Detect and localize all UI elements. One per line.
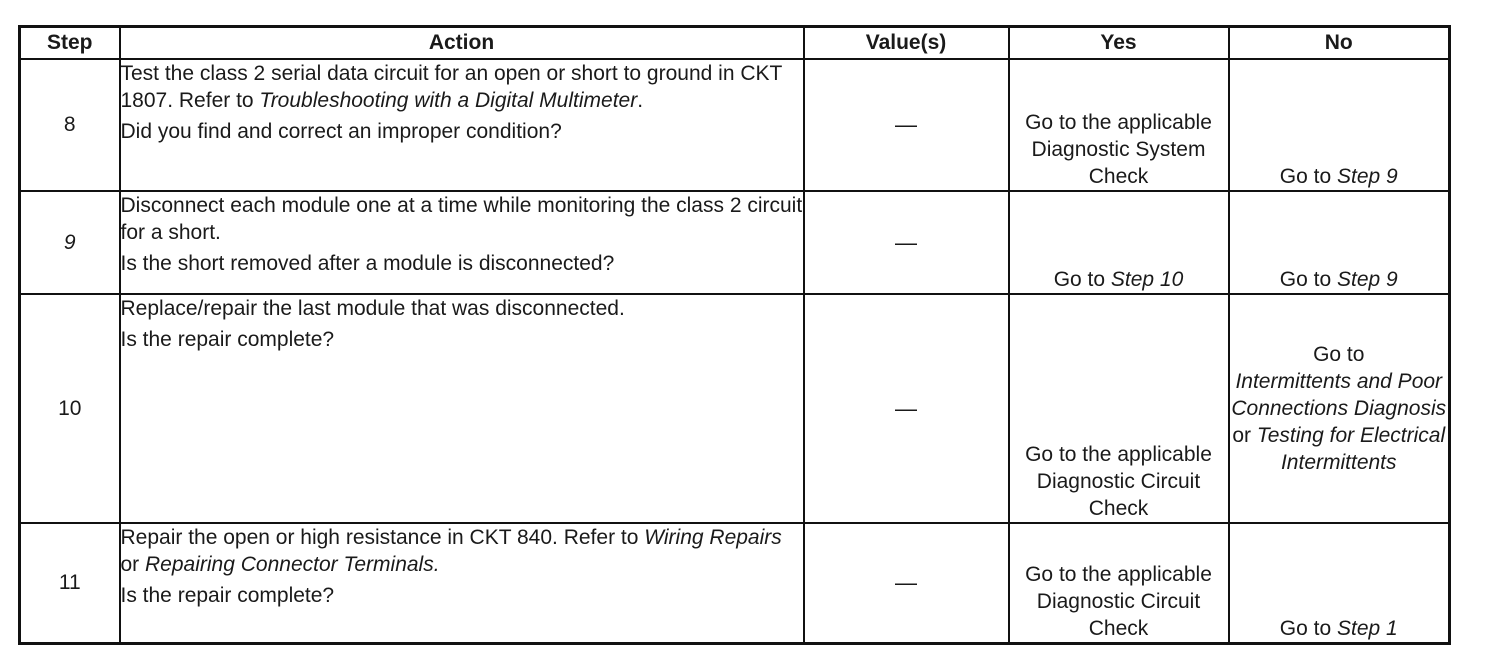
action-cell	[120, 294, 804, 523]
step-number: 9	[20, 191, 120, 294]
header-action: Action	[120, 27, 804, 60]
diagnostic-table	[18, 25, 1451, 645]
step-number: 11	[20, 523, 120, 644]
action-cell	[120, 59, 804, 191]
no-cell: Go to Intermittents and Poor Connections Diagnosis or Testing for Electrical Intermittents	[1229, 294, 1450, 523]
value-cell: —	[804, 59, 1009, 191]
action-instruction: Repair the open or high resistance in CKT 840. Refer to Wiring Repairs or Repairing Connector Terminals.	[120, 526, 782, 576]
action-instruction: Replace/repair the last module that was disconnected.	[120, 297, 625, 320]
table-row	[20, 59, 1450, 191]
action-question: Is the repair complete?	[120, 584, 335, 607]
action-instruction: Disconnect each module one at a time while monitoring the class 2 circuit for a short.	[120, 194, 803, 244]
step-number: 8	[20, 59, 120, 191]
action-cell	[120, 523, 804, 644]
action-question: Is the repair complete?	[120, 328, 335, 351]
table-row	[20, 191, 1450, 294]
value-cell: —	[804, 191, 1009, 294]
header-value: Value(s)	[804, 27, 1009, 60]
step-number: 10	[20, 294, 120, 523]
yes-cell: Go to the applicable Diagnostic System Check	[1009, 59, 1229, 191]
header-row	[20, 27, 1450, 60]
header-yes: Yes	[1009, 27, 1229, 60]
value-cell: —	[804, 294, 1009, 523]
header-step: Step	[20, 27, 120, 60]
yes-cell: Go to Step 10	[1009, 191, 1229, 294]
no-cell: Go to Step 1	[1229, 523, 1450, 644]
no-cell: Go to Step 9	[1229, 59, 1450, 191]
action-instruction: Test the class 2 serial data circuit for an open or short to ground in CKT 1807. Refer to Troubleshooting with a Digital Multimeter.	[120, 62, 782, 112]
header-no: No	[1229, 27, 1450, 60]
table-row	[20, 294, 1450, 523]
action-question: Did you find and correct an improper condition?	[120, 120, 562, 143]
no-cell: Go to Step 9	[1229, 191, 1450, 294]
action-question: Is the short removed after a module is disconnected?	[120, 252, 615, 275]
action-cell	[120, 191, 804, 294]
yes-cell: Go to the applicable Diagnostic Circuit Check	[1009, 294, 1229, 523]
yes-cell: Go to the applicable Diagnostic Circuit Check	[1009, 523, 1229, 644]
table-row	[20, 523, 1450, 644]
value-cell: —	[804, 523, 1009, 644]
